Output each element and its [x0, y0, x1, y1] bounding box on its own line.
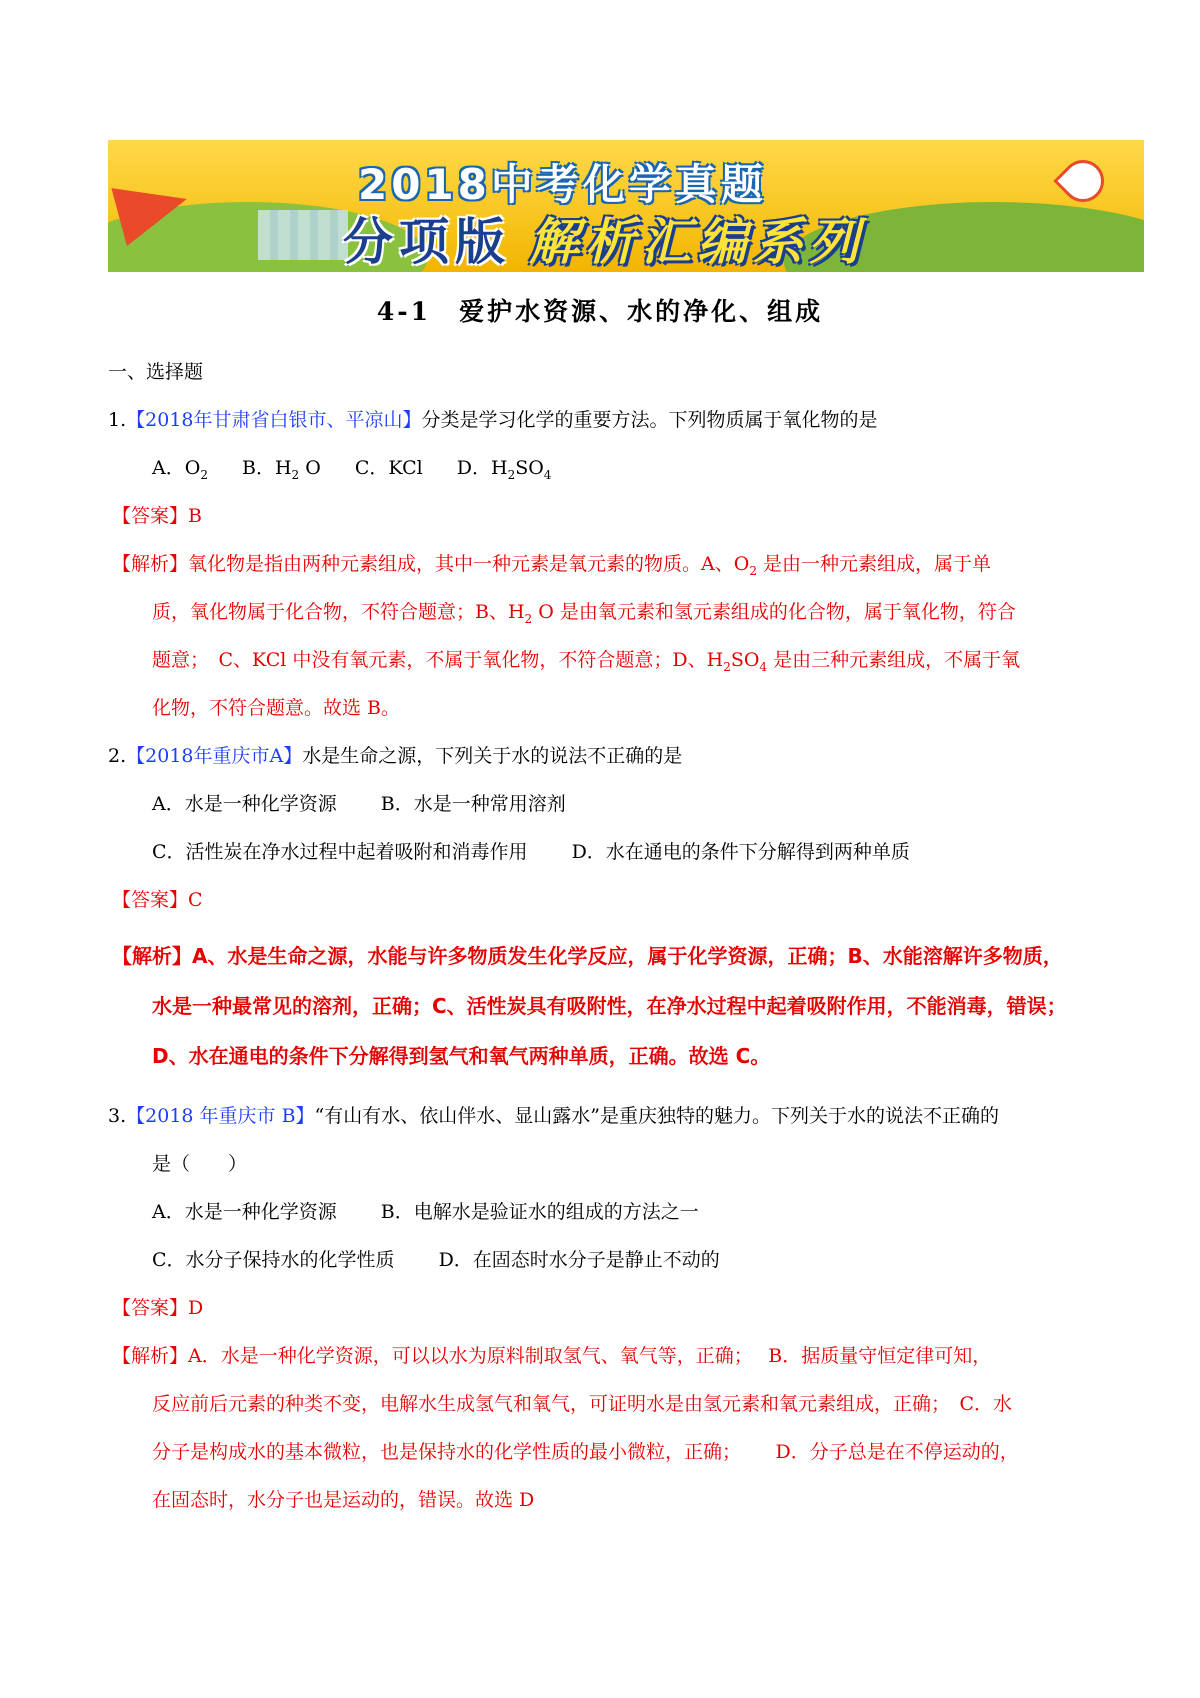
question-text: 分类是学习化学的重要方法。下列物质属于氧化物的是 [421, 409, 878, 431]
question-number: 3. [108, 1105, 127, 1127]
explanation-text: O 是由氧元素和氢元素组成的化合物，属于氧化物，符合 [532, 601, 1016, 623]
question-text: “有山有水、依山伴水、显山露水”是重庆独特的魅力。下列关于水的说法不正确的 [314, 1105, 999, 1127]
explanation-line: D、水在通电的条件下分解得到氢气和氧气两种单质，正确。故选 C。 [152, 1044, 771, 1068]
explanation-line: 水是一种最常见的溶剂，正确；C、活性炭具有吸附性，在净水过程中起着吸附作用，不能消毒，错误； [152, 994, 1067, 1018]
explanation-line: 【解析】A、水是生命之源，水能与许多物质发生化学反应，属于化学资源，正确；B、水能溶解许多物质， [112, 944, 1063, 968]
banner-line2-a: 分项版 [343, 213, 511, 271]
question-3-stem-cont: 是（ ） [152, 1153, 248, 1175]
explanation-text: 质，氧化物属于化合物，不符合题意；B、H [152, 601, 525, 623]
question-number: 2. [108, 745, 127, 767]
answer-label: 【答案】C [112, 889, 203, 911]
question-1-stem [108, 408, 878, 432]
subscript: 2 [723, 659, 731, 674]
question-source: 【2018 年重庆市 B】 [126, 1105, 315, 1127]
explanation-text: 是由三种元素组成，不属于氧 [767, 649, 1021, 671]
page-title: 4-1 爱护水资源、水的净化、组成 [376, 297, 824, 326]
subscript: 2 [749, 563, 757, 578]
option-b: B．H [242, 457, 292, 479]
question-2-options-cd: C．活性炭在净水过程中起着吸附和消毒作用 D．水在通电的条件下分解得到两种单质 [152, 841, 910, 863]
explanation-line [112, 552, 991, 583]
answer-label: 【答案】D [112, 1297, 204, 1319]
explanation-line: 在固态时，水分子也是运动的，错误。故选 D [152, 1489, 535, 1511]
option-b-rest: O [299, 457, 321, 479]
banner-buildings [258, 210, 348, 260]
question-3-options-ab: A．水是一种化学资源 B．电解水是验证水的组成的方法之一 [152, 1201, 699, 1223]
explanation-line: 分子是构成水的基本微粒，也是保持水的化学性质的最小微粒，正确； D．分子总是在不停运动的， [152, 1441, 1019, 1463]
banner-line2-b: 解析汇编系列 [529, 213, 865, 271]
question-3-options-cd: C．水分子保持水的化学性质 D．在固态时水分子是静止不动的 [152, 1249, 720, 1271]
option-d: D．H [456, 457, 508, 479]
answer-label: 【答案】B [112, 505, 202, 527]
option-a: A．O [152, 457, 201, 479]
explanation-line [152, 600, 1016, 631]
explanation-text: A．水是一种化学资源，可以以水为原料制取氢气、氧气等，正确； B．据质量守恒定律可知， [188, 1345, 992, 1367]
question-3-stem [108, 1104, 999, 1128]
subscript: 4 [543, 467, 552, 482]
subscript: 2 [291, 467, 300, 482]
explanation-label: 【解析】 [112, 1345, 189, 1367]
explanation-line: 反应前后元素的种类不变，电解水生成氢气和氧气，可证明水是由氢元素和氧元素组成，正确； C．水 [152, 1393, 1013, 1415]
subscript: 2 [200, 467, 208, 482]
explanation-line [112, 1344, 991, 1368]
question-source: 【2018年重庆市A】 [126, 745, 303, 767]
explanation-text: 题意； C、KCl 中没有氧元素，不属于氧化物，不符合题意；D、H [152, 649, 724, 671]
question-1-options [152, 456, 551, 487]
explanation-text: 是由一种元素组成，属于单 [756, 553, 992, 575]
question-source: 【2018年甘肃省白银市、平凉山】 [126, 409, 422, 431]
explanation-text: SO [730, 649, 760, 671]
banner-image [108, 140, 1144, 272]
question-2-options-ab: A．水是一种化学资源 B．水是一种常用溶剂 [152, 793, 566, 815]
subscript: 2 [524, 611, 533, 626]
explanation-line: 化物，不符合题意。故选 B。 [152, 697, 401, 719]
explanation-label: 【解析】 [112, 553, 189, 575]
question-text: 水是生命之源，下列关于水的说法不正确的是 [302, 745, 683, 767]
rocket-icon [1053, 151, 1112, 210]
option-c: C．KCl [354, 457, 423, 479]
banner-line2 [343, 202, 865, 272]
subscript: 2 [507, 467, 516, 482]
subscript: 4 [759, 659, 768, 674]
explanation-line [152, 648, 1020, 679]
explanation-text: 氧化物是指由两种元素组成，其中一种元素是氧元素的物质。A、O [188, 553, 750, 575]
banner-line1: 2018中考化学真题 [358, 160, 767, 209]
option-d-rest: SO [515, 457, 544, 479]
question-number: 1. [108, 409, 127, 431]
question-2-stem [108, 744, 682, 768]
section-heading: 一、选择题 [108, 361, 204, 383]
